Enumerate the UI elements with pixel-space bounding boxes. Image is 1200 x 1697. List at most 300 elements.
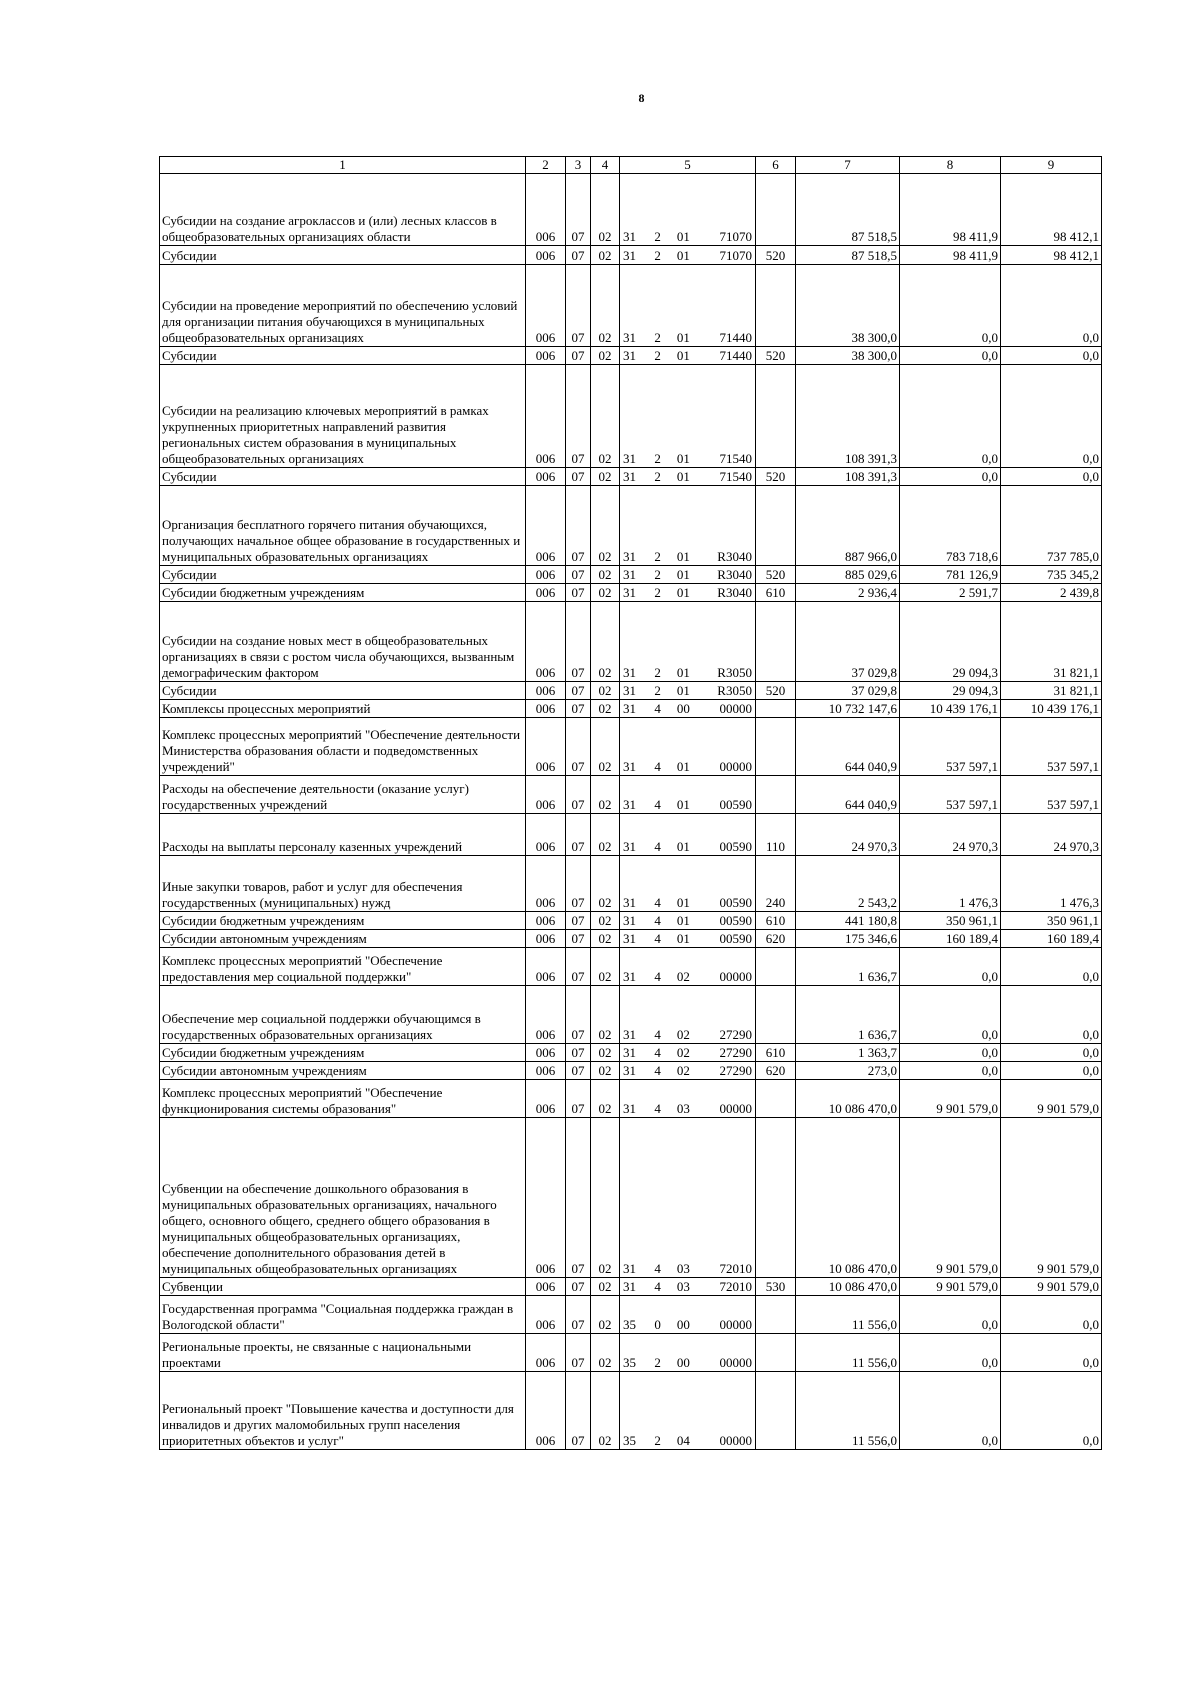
table-row xyxy=(160,602,1102,682)
direction-code: 00000 xyxy=(719,1317,752,1332)
amount-year-2: 0,0 xyxy=(900,265,1001,347)
amount-year-1: 108 391,3 xyxy=(796,468,900,486)
item-name: Организация бесплатного горячего питания обучающихся, получающих начальное общее образование в государственных и муниципальных образовательных организациях xyxy=(160,486,526,566)
subsection-code: 02 xyxy=(591,486,620,566)
subsection-code: 02 xyxy=(591,1118,620,1278)
element-code: 01 xyxy=(676,229,690,244)
amount-year-3: 98 412,1 xyxy=(1001,174,1102,246)
table-row xyxy=(160,265,1102,347)
amount-year-2: 0,0 xyxy=(900,365,1001,468)
element-code: 01 xyxy=(676,330,690,345)
expense-type-code: 530 xyxy=(756,1278,796,1296)
section-code: 07 xyxy=(566,1118,591,1278)
amount-year-1: 11 556,0 xyxy=(796,1296,900,1334)
amount-year-2: 1 476,3 xyxy=(900,856,1001,912)
item-name: Субсидии xyxy=(160,468,526,486)
amount-year-3: 735 345,2 xyxy=(1001,566,1102,584)
structure-code: 4 xyxy=(654,1027,661,1042)
amount-year-1: 1 363,7 xyxy=(796,1044,900,1062)
program-code: 31 xyxy=(623,549,636,564)
table-row xyxy=(160,1118,1102,1278)
target-article-code xyxy=(620,1118,756,1278)
ministry-code: 006 xyxy=(526,584,566,602)
program-code: 31 xyxy=(623,913,636,928)
item-name: Комплекс процессных мероприятий "Обеспечение деятельности Министерства образования области и подведомственных учреждений" xyxy=(160,718,526,776)
element-code: 00 xyxy=(676,701,690,716)
ministry-code: 006 xyxy=(526,948,566,986)
target-article-code xyxy=(620,986,756,1044)
expense-type-code xyxy=(756,986,796,1044)
amount-year-1: 644 040,9 xyxy=(796,776,900,814)
expense-type-code xyxy=(756,602,796,682)
target-article-code xyxy=(620,1278,756,1296)
element-code: 04 xyxy=(676,1433,690,1448)
structure-code: 0 xyxy=(654,1317,661,1332)
program-code: 31 xyxy=(623,1261,636,1276)
direction-code: 71070 xyxy=(719,248,752,263)
structure-code: 2 xyxy=(654,549,661,564)
target-article-code xyxy=(620,347,756,365)
subsection-code: 02 xyxy=(591,365,620,468)
expense-type-code: 520 xyxy=(756,566,796,584)
expense-type-code: 240 xyxy=(756,856,796,912)
table-row xyxy=(160,1334,1102,1372)
subsection-code: 02 xyxy=(591,912,620,930)
ministry-code: 006 xyxy=(526,814,566,856)
item-name: Субсидии на создание новых мест в общеобразовательных организациях в связи с ростом числа обучающихся, вызванным демографическим фактором xyxy=(160,602,526,682)
amount-year-3: 0,0 xyxy=(1001,1372,1102,1450)
structure-code: 2 xyxy=(654,1355,661,1370)
amount-year-3: 537 597,1 xyxy=(1001,718,1102,776)
amount-year-2: 350 961,1 xyxy=(900,912,1001,930)
amount-year-3: 537 597,1 xyxy=(1001,776,1102,814)
element-code: 02 xyxy=(676,1045,690,1060)
amount-year-1: 10 732 147,6 xyxy=(796,700,900,718)
amount-year-1: 175 346,6 xyxy=(796,930,900,948)
section-code: 07 xyxy=(566,347,591,365)
amount-year-2: 2 591,7 xyxy=(900,584,1001,602)
ministry-code: 006 xyxy=(526,347,566,365)
direction-code: R3040 xyxy=(717,585,752,600)
section-code: 07 xyxy=(566,486,591,566)
expense-type-code xyxy=(756,174,796,246)
program-code: 31 xyxy=(623,348,636,363)
subsection-code: 02 xyxy=(591,347,620,365)
expense-type-code xyxy=(756,948,796,986)
table-row xyxy=(160,1080,1102,1118)
section-code: 07 xyxy=(566,1278,591,1296)
subsection-code: 02 xyxy=(591,1334,620,1372)
ministry-code: 006 xyxy=(526,1118,566,1278)
direction-code: 00000 xyxy=(719,759,752,774)
subsection-code: 02 xyxy=(591,1278,620,1296)
subsection-code: 02 xyxy=(591,718,620,776)
amount-year-3: 31 821,1 xyxy=(1001,682,1102,700)
item-name: Субсидии бюджетным учреждениям xyxy=(160,584,526,602)
direction-code: R3040 xyxy=(717,549,752,564)
amount-year-3: 9 901 579,0 xyxy=(1001,1278,1102,1296)
table-row xyxy=(160,700,1102,718)
item-name: Субсидии xyxy=(160,566,526,584)
amount-year-1: 38 300,0 xyxy=(796,347,900,365)
section-code: 07 xyxy=(566,718,591,776)
table-row xyxy=(160,1296,1102,1334)
subsection-code: 02 xyxy=(591,468,620,486)
section-code: 07 xyxy=(566,986,591,1044)
element-code: 01 xyxy=(676,549,690,564)
direction-code: 00590 xyxy=(719,797,752,812)
amount-year-1: 10 086 470,0 xyxy=(796,1118,900,1278)
amount-year-3: 98 412,1 xyxy=(1001,246,1102,265)
section-code: 07 xyxy=(566,948,591,986)
target-article-code xyxy=(620,948,756,986)
structure-code: 2 xyxy=(654,330,661,345)
item-name: Расходы на обеспечение деятельности (оказание услуг) государственных учреждений xyxy=(160,776,526,814)
amount-year-3: 160 189,4 xyxy=(1001,930,1102,948)
table-row xyxy=(160,1044,1102,1062)
target-article-code xyxy=(620,930,756,948)
direction-code: 00000 xyxy=(719,1433,752,1448)
target-article-code xyxy=(620,1080,756,1118)
target-article-code xyxy=(620,246,756,265)
program-code: 35 xyxy=(623,1317,636,1332)
budget-table xyxy=(159,156,1102,1450)
table-row xyxy=(160,347,1102,365)
expense-type-code: 520 xyxy=(756,246,796,265)
ministry-code: 006 xyxy=(526,682,566,700)
subsection-code: 02 xyxy=(591,602,620,682)
amount-year-2: 0,0 xyxy=(900,948,1001,986)
table-row xyxy=(160,776,1102,814)
amount-year-2: 29 094,3 xyxy=(900,682,1001,700)
header-cell: 3 xyxy=(566,157,591,174)
direction-code: R3050 xyxy=(717,665,752,680)
amount-year-1: 38 300,0 xyxy=(796,265,900,347)
program-code: 31 xyxy=(623,969,636,984)
element-code: 02 xyxy=(676,1027,690,1042)
program-code: 31 xyxy=(623,683,636,698)
direction-code: 72010 xyxy=(719,1261,752,1276)
amount-year-3: 0,0 xyxy=(1001,265,1102,347)
header-cell: 4 xyxy=(591,157,620,174)
target-article-code xyxy=(620,814,756,856)
amount-year-3: 24 970,3 xyxy=(1001,814,1102,856)
section-code: 07 xyxy=(566,776,591,814)
program-code: 31 xyxy=(623,759,636,774)
ministry-code: 006 xyxy=(526,700,566,718)
section-code: 07 xyxy=(566,912,591,930)
direction-code: 71440 xyxy=(719,348,752,363)
table-row xyxy=(160,912,1102,930)
structure-code: 4 xyxy=(654,759,661,774)
amount-year-2: 160 189,4 xyxy=(900,930,1001,948)
amount-year-1: 644 040,9 xyxy=(796,718,900,776)
target-article-code xyxy=(620,776,756,814)
target-article-code xyxy=(620,468,756,486)
amount-year-3: 0,0 xyxy=(1001,1062,1102,1080)
amount-year-1: 108 391,3 xyxy=(796,365,900,468)
element-code: 01 xyxy=(676,895,690,910)
amount-year-2: 0,0 xyxy=(900,347,1001,365)
table-row xyxy=(160,948,1102,986)
element-code: 01 xyxy=(676,469,690,484)
amount-year-2: 0,0 xyxy=(900,986,1001,1044)
amount-year-2: 537 597,1 xyxy=(900,718,1001,776)
ministry-code: 006 xyxy=(526,602,566,682)
structure-code: 2 xyxy=(654,683,661,698)
direction-code: 00590 xyxy=(719,931,752,946)
target-article-code xyxy=(620,566,756,584)
target-article-code xyxy=(620,856,756,912)
table-row xyxy=(160,718,1102,776)
element-code: 01 xyxy=(676,839,690,854)
table-body xyxy=(160,174,1102,1450)
amount-year-1: 441 180,8 xyxy=(796,912,900,930)
table-row xyxy=(160,584,1102,602)
table-row xyxy=(160,814,1102,856)
table-row xyxy=(160,682,1102,700)
header-cell: 7 xyxy=(796,157,900,174)
program-code: 31 xyxy=(623,1063,636,1078)
program-code: 31 xyxy=(623,797,636,812)
item-name: Иные закупки товаров, работ и услуг для обеспечения государственных (муниципальных) нужд xyxy=(160,856,526,912)
amount-year-2: 10 439 176,1 xyxy=(900,700,1001,718)
target-article-code xyxy=(620,1062,756,1080)
ministry-code: 006 xyxy=(526,1278,566,1296)
section-code: 07 xyxy=(566,1334,591,1372)
item-name: Субсидии на создание агроклассов и (или) лесных классов в общеобразовательных организациях области xyxy=(160,174,526,246)
table-row xyxy=(160,246,1102,265)
section-code: 07 xyxy=(566,246,591,265)
ministry-code: 006 xyxy=(526,930,566,948)
header-cell: 6 xyxy=(756,157,796,174)
item-name: Комплекс процессных мероприятий "Обеспечение предоставления мер социальной поддержки" xyxy=(160,948,526,986)
ministry-code: 006 xyxy=(526,486,566,566)
direction-code: R3040 xyxy=(717,567,752,582)
expense-type-code xyxy=(756,1372,796,1450)
ministry-code: 006 xyxy=(526,468,566,486)
program-code: 31 xyxy=(623,567,636,582)
amount-year-1: 87 518,5 xyxy=(796,246,900,265)
subsection-code: 02 xyxy=(591,814,620,856)
header-cell: 5 xyxy=(620,157,756,174)
subsection-code: 02 xyxy=(591,584,620,602)
direction-code: 00000 xyxy=(719,1355,752,1370)
structure-code: 4 xyxy=(654,701,661,716)
section-code: 07 xyxy=(566,602,591,682)
amount-year-3: 0,0 xyxy=(1001,365,1102,468)
section-code: 07 xyxy=(566,1296,591,1334)
direction-code: 71440 xyxy=(719,330,752,345)
expense-type-code xyxy=(756,365,796,468)
target-article-code xyxy=(620,486,756,566)
expense-type-code xyxy=(756,1334,796,1372)
element-code: 02 xyxy=(676,1063,690,1078)
program-code: 35 xyxy=(623,1433,636,1448)
program-code: 31 xyxy=(623,1101,636,1116)
item-name: Субсидии на проведение мероприятий по обеспечению условий для организации питания обучающихся в муниципальных общеобразовательных организациях xyxy=(160,265,526,347)
structure-code: 2 xyxy=(654,348,661,363)
page-number: 8 xyxy=(638,91,645,105)
table-row xyxy=(160,365,1102,468)
amount-year-2: 0,0 xyxy=(900,1372,1001,1450)
structure-code: 4 xyxy=(654,797,661,812)
program-code: 31 xyxy=(623,895,636,910)
structure-code: 4 xyxy=(654,1279,661,1294)
subsection-code: 02 xyxy=(591,1044,620,1062)
subsection-code: 02 xyxy=(591,948,620,986)
subsection-code: 02 xyxy=(591,700,620,718)
amount-year-3: 0,0 xyxy=(1001,1044,1102,1062)
header-cell: 1 xyxy=(160,157,526,174)
amount-year-3: 31 821,1 xyxy=(1001,602,1102,682)
expense-type-code xyxy=(756,776,796,814)
subsection-code: 02 xyxy=(591,986,620,1044)
table-row xyxy=(160,486,1102,566)
amount-year-2: 0,0 xyxy=(900,1334,1001,1372)
direction-code: 00590 xyxy=(719,839,752,854)
table-row xyxy=(160,930,1102,948)
item-name: Комплекс процессных мероприятий "Обеспечение функционирования системы образования" xyxy=(160,1080,526,1118)
subsection-code: 02 xyxy=(591,265,620,347)
direction-code: 00590 xyxy=(719,895,752,910)
target-article-code xyxy=(620,912,756,930)
ministry-code: 006 xyxy=(526,1334,566,1372)
table-row xyxy=(160,468,1102,486)
target-article-code xyxy=(620,602,756,682)
amount-year-2: 537 597,1 xyxy=(900,776,1001,814)
program-code: 31 xyxy=(623,469,636,484)
program-code: 31 xyxy=(623,229,636,244)
subsection-code: 02 xyxy=(591,1372,620,1450)
structure-code: 4 xyxy=(654,1045,661,1060)
subsection-code: 02 xyxy=(591,1080,620,1118)
amount-year-2: 98 411,9 xyxy=(900,246,1001,265)
section-code: 07 xyxy=(566,265,591,347)
program-code: 31 xyxy=(623,1027,636,1042)
structure-code: 2 xyxy=(654,229,661,244)
structure-code: 4 xyxy=(654,1261,661,1276)
structure-code: 2 xyxy=(654,585,661,600)
amount-year-3: 737 785,0 xyxy=(1001,486,1102,566)
expense-type-code: 520 xyxy=(756,468,796,486)
ministry-code: 006 xyxy=(526,246,566,265)
direction-code: 00000 xyxy=(719,701,752,716)
amount-year-1: 2 936,4 xyxy=(796,584,900,602)
amount-year-3: 10 439 176,1 xyxy=(1001,700,1102,718)
element-code: 01 xyxy=(676,683,690,698)
amount-year-2: 0,0 xyxy=(900,1296,1001,1334)
program-code: 35 xyxy=(623,1355,636,1370)
section-code: 07 xyxy=(566,1044,591,1062)
ministry-code: 006 xyxy=(526,1062,566,1080)
structure-code: 4 xyxy=(654,931,661,946)
section-code: 07 xyxy=(566,1372,591,1450)
amount-year-3: 350 961,1 xyxy=(1001,912,1102,930)
amount-year-3: 1 476,3 xyxy=(1001,856,1102,912)
table-row xyxy=(160,566,1102,584)
element-code: 01 xyxy=(676,585,690,600)
item-name: Субсидии бюджетным учреждениям xyxy=(160,1044,526,1062)
direction-code: 27290 xyxy=(719,1063,752,1078)
amount-year-2: 783 718,6 xyxy=(900,486,1001,566)
target-article-code xyxy=(620,1296,756,1334)
element-code: 01 xyxy=(676,348,690,363)
expense-type-code: 620 xyxy=(756,1062,796,1080)
expense-type-code: 610 xyxy=(756,1044,796,1062)
structure-code: 4 xyxy=(654,969,661,984)
item-name: Субсидии xyxy=(160,347,526,365)
target-article-code xyxy=(620,174,756,246)
ministry-code: 006 xyxy=(526,174,566,246)
expense-type-code: 610 xyxy=(756,584,796,602)
section-code: 07 xyxy=(566,856,591,912)
target-article-code xyxy=(620,1044,756,1062)
amount-year-1: 1 636,7 xyxy=(796,986,900,1044)
section-code: 07 xyxy=(566,682,591,700)
structure-code: 2 xyxy=(654,469,661,484)
element-code: 01 xyxy=(676,931,690,946)
table-row xyxy=(160,856,1102,912)
element-code: 01 xyxy=(676,665,690,680)
expense-type-code: 620 xyxy=(756,930,796,948)
ministry-code: 006 xyxy=(526,365,566,468)
ministry-code: 006 xyxy=(526,1296,566,1334)
amount-year-1: 885 029,6 xyxy=(796,566,900,584)
section-code: 07 xyxy=(566,930,591,948)
amount-year-2: 781 126,9 xyxy=(900,566,1001,584)
element-code: 01 xyxy=(676,913,690,928)
subsection-code: 02 xyxy=(591,856,620,912)
section-code: 07 xyxy=(566,814,591,856)
amount-year-3: 0,0 xyxy=(1001,347,1102,365)
amount-year-1: 887 966,0 xyxy=(796,486,900,566)
structure-code: 2 xyxy=(654,665,661,680)
amount-year-3: 0,0 xyxy=(1001,986,1102,1044)
direction-code: 71540 xyxy=(719,469,752,484)
amount-year-1: 10 086 470,0 xyxy=(796,1080,900,1118)
element-code: 02 xyxy=(676,969,690,984)
structure-code: 2 xyxy=(654,451,661,466)
ministry-code: 006 xyxy=(526,986,566,1044)
direction-code: 00590 xyxy=(719,913,752,928)
target-article-code xyxy=(620,700,756,718)
section-code: 07 xyxy=(566,174,591,246)
structure-code: 2 xyxy=(654,248,661,263)
subsection-code: 02 xyxy=(591,776,620,814)
program-code: 31 xyxy=(623,1279,636,1294)
target-article-code xyxy=(620,718,756,776)
target-article-code xyxy=(620,1372,756,1450)
item-name: Региональный проект "Повышение качества и доступности для инвалидов и других маломобильных групп населения приоритетных объектов и услуг" xyxy=(160,1372,526,1450)
amount-year-3: 2 439,8 xyxy=(1001,584,1102,602)
table-row xyxy=(160,1062,1102,1080)
subsection-code: 02 xyxy=(591,682,620,700)
expense-type-code xyxy=(756,1296,796,1334)
direction-code: 00000 xyxy=(719,969,752,984)
amount-year-3: 0,0 xyxy=(1001,468,1102,486)
element-code: 01 xyxy=(676,759,690,774)
item-name: Субвенции на обеспечение дошкольного образования в муниципальных образовательных организациях, начального общего, основного общего, среднего общего образования в муниципальных общеобразовательных организациях, обеспечение дополнительного образования детей в муниципальных общеобразовательных организациях xyxy=(160,1118,526,1278)
target-article-code xyxy=(620,365,756,468)
amount-year-1: 37 029,8 xyxy=(796,682,900,700)
structure-code: 4 xyxy=(654,913,661,928)
amount-year-2: 24 970,3 xyxy=(900,814,1001,856)
amount-year-1: 87 518,5 xyxy=(796,174,900,246)
amount-year-1: 2 543,2 xyxy=(796,856,900,912)
structure-code: 4 xyxy=(654,895,661,910)
program-code: 31 xyxy=(623,701,636,716)
